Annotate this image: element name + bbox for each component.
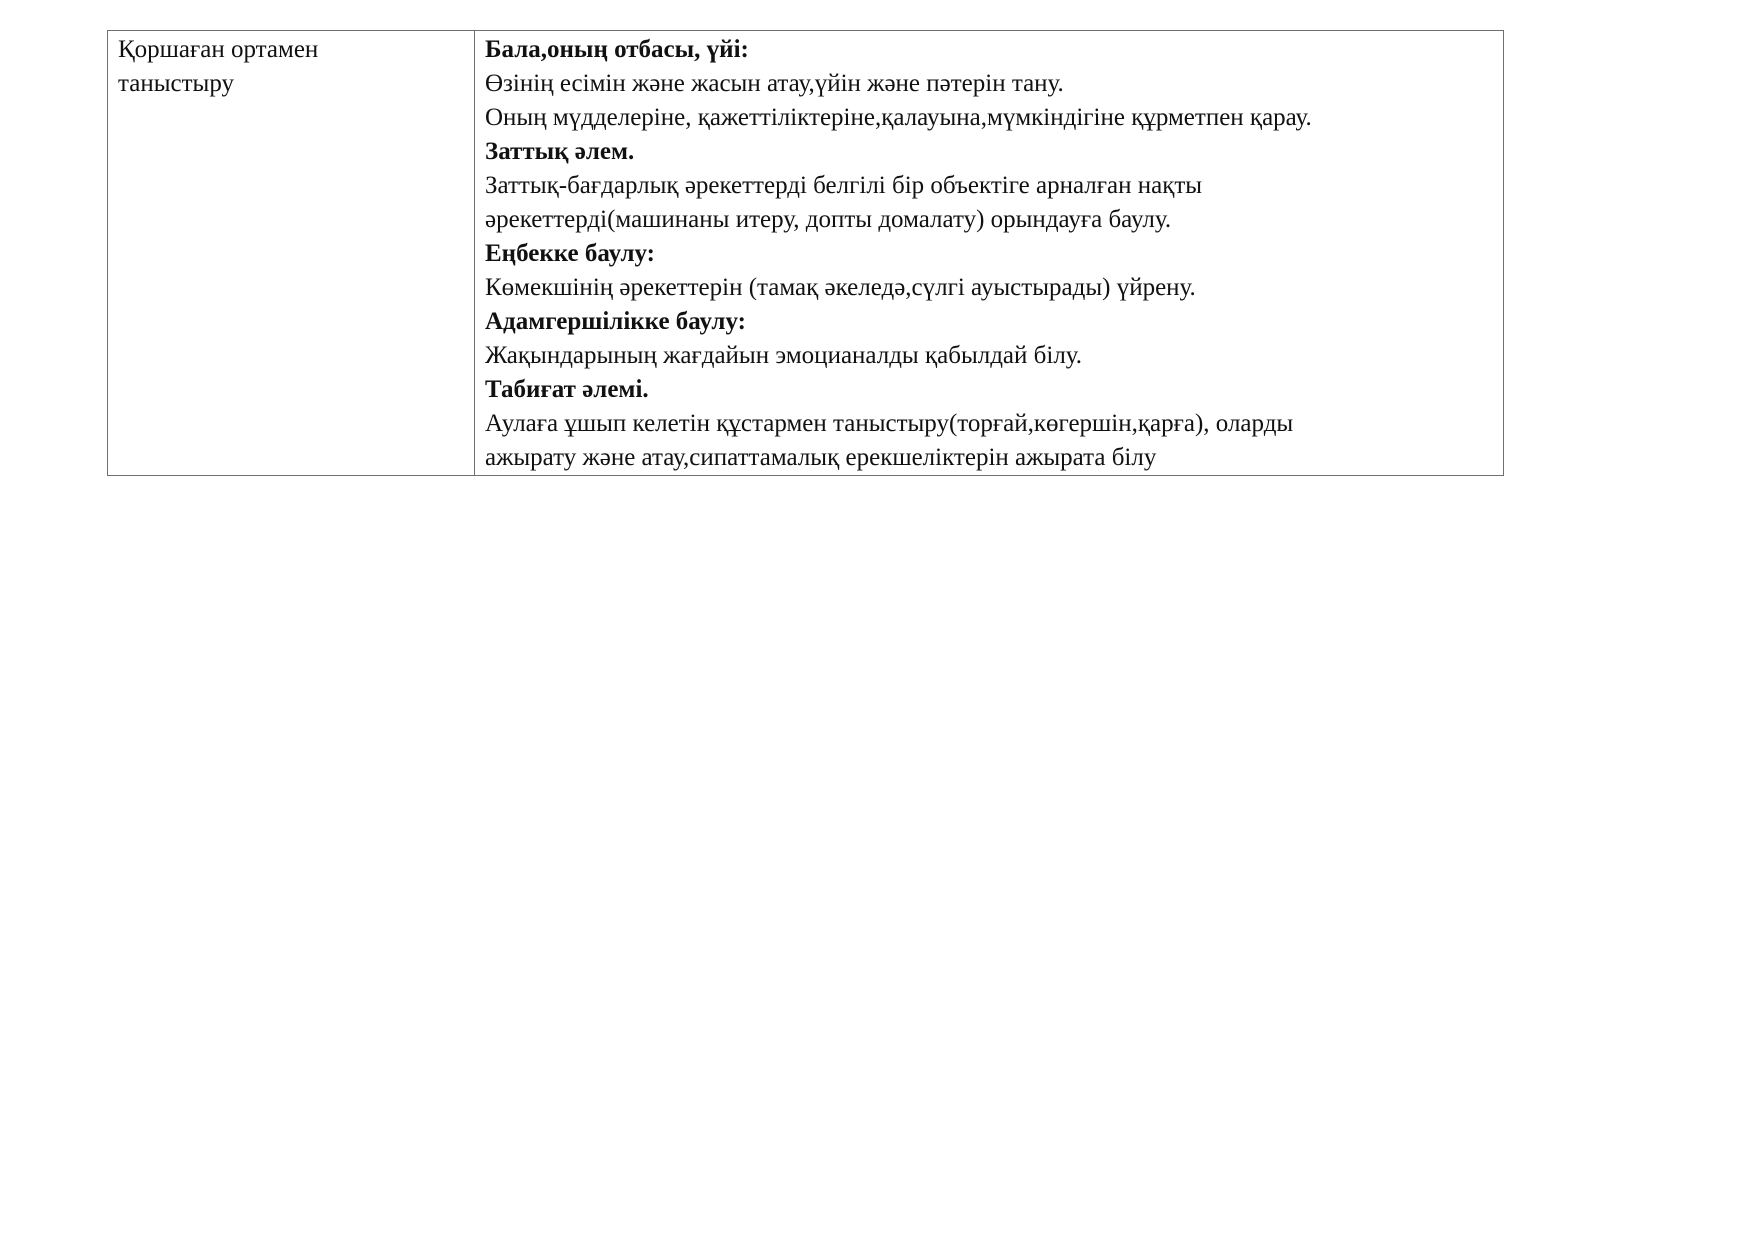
content-line: Өзінің есімін және жасын атау,үйін және пәтерін тану. [485, 70, 1064, 97]
content-cell [475, 31, 1504, 476]
section-heading: Заттық әлем. [485, 138, 635, 165]
content-line: Көмекшінің әрекеттерін (тамақ әкеледә,сүлгі ауыстырады) үйрену. [485, 274, 1196, 301]
content-line: ажырату және атау,сипаттамалық ерекшеліктерін ажырата білу [485, 444, 1157, 471]
topic-cell [108, 31, 475, 476]
content-line: Оның мүдделеріне, қажеттіліктеріне,қалауына,мүмкіндігіне құрметпен қарау. [485, 104, 1312, 131]
section-heading: Бала,оның отбасы, үйі: [485, 36, 749, 63]
section-heading: Табиғат әлемі. [485, 376, 649, 403]
content-line: әрекеттерді(машинаны итеру, допты домалату) орындауға баулу. [485, 206, 1172, 233]
section-heading: Адамгершілікке баулу: [485, 308, 746, 335]
content-line: Заттық-бағдарлық әрекеттерді белгілі бір объектіге арналған нақты [485, 172, 1203, 199]
topic-line: Қоршаған ортамен [118, 36, 319, 63]
topic-line: таныстыру [118, 70, 234, 97]
table-row [108, 31, 1504, 476]
content-table [107, 30, 1504, 476]
content-line: Жақындарының жағдайын эмоцианалды қабылдай білу. [485, 342, 1083, 369]
section-heading: Еңбекке баулу: [485, 240, 656, 267]
content-line: Аулаға ұшып келетін құстармен таныстыру(торғай,көгершін,қарға), оларды [485, 410, 1294, 437]
